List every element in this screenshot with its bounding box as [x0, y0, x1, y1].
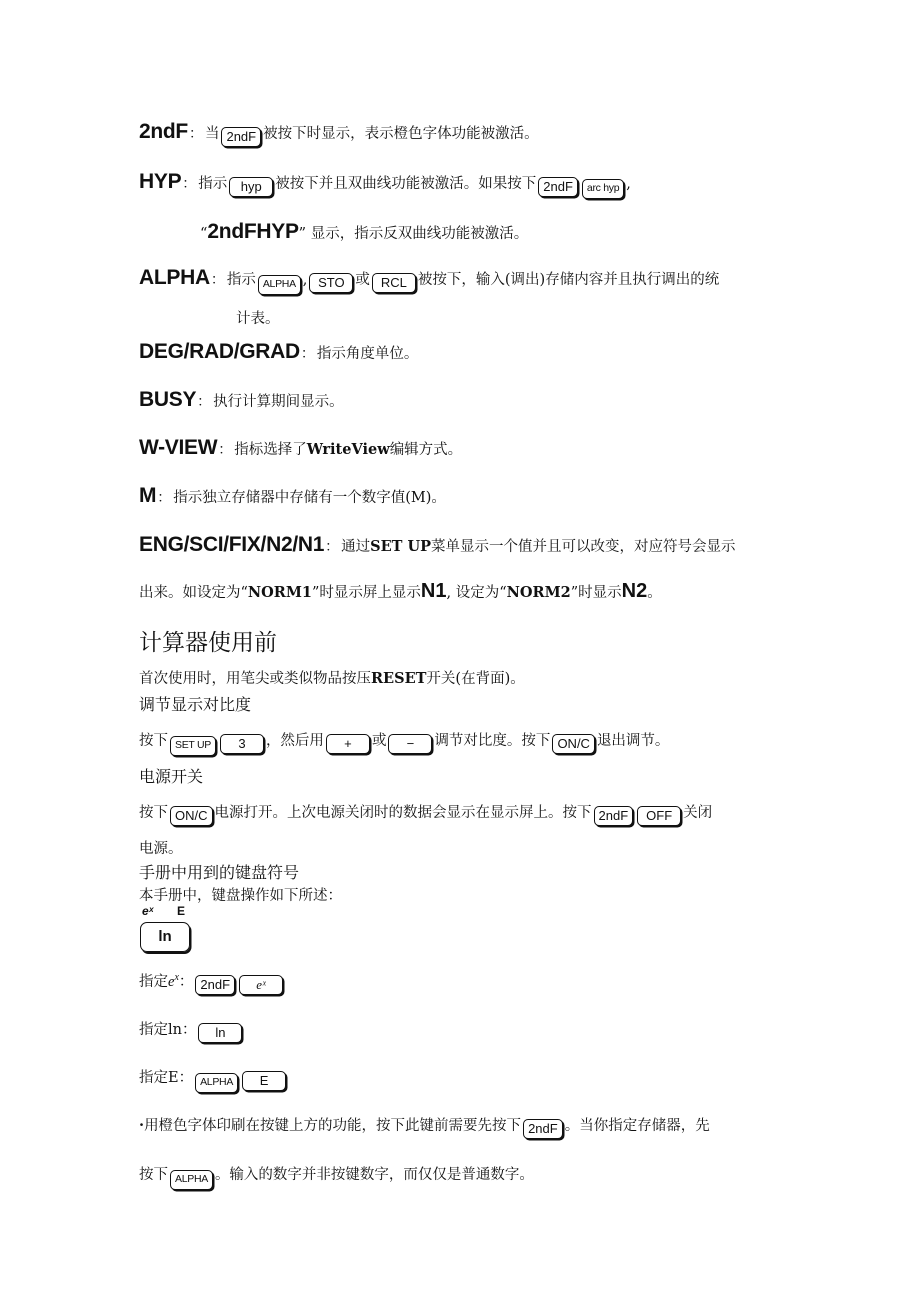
colon: ： [188, 126, 203, 142]
text: 指示 [226, 272, 256, 288]
symbol-m: M [139, 484, 157, 507]
text: SET UP [370, 538, 432, 555]
colon: ： [157, 490, 172, 506]
symbol-busy-row [139, 388, 344, 412]
intro-line [139, 667, 525, 688]
text: 菜单显示一个值并且可以改变，对应符号会显示 [431, 539, 736, 555]
key-alpha: ALPHA [170, 1170, 213, 1190]
power-line [139, 801, 712, 826]
key-minus: − [388, 734, 432, 754]
colon: ： [218, 442, 233, 458]
text: 退出调节。 [596, 733, 670, 749]
key-on-c: ON/C [170, 806, 213, 826]
bullet: · [139, 1117, 145, 1134]
text: 。输入的数字并非按键数字，而仅仅是普通数字。 [214, 1167, 534, 1183]
alpha-continuation: 计表。 [236, 311, 280, 327]
text: 被按下时显示，表示橙色字体功能被激活。 [263, 126, 539, 142]
symbol-deg-row [139, 340, 418, 364]
text: 被按下并且双曲线功能被激活。如果按下 [275, 176, 537, 192]
note-line-1 [139, 1114, 710, 1139]
text: NORM2 [506, 584, 571, 601]
text: 首次使用时，用笔尖或类似物品按压 [139, 671, 371, 687]
diagram-label-e: E [177, 904, 186, 918]
symbol-n2: N2 [621, 580, 648, 602]
key-sto: STO [309, 273, 353, 293]
text: 。当你指定存储器，先 [564, 1118, 710, 1134]
symbol-wview-row [139, 436, 462, 460]
contrast-heading: 调节显示对比度 [139, 695, 252, 714]
text: ” [298, 226, 307, 242]
colon: ： [197, 394, 212, 410]
text: ： [178, 974, 194, 990]
colon: ： [210, 272, 225, 288]
text: NORM1 [247, 584, 312, 601]
text: ”时显示 [570, 585, 622, 601]
specify-e-line [139, 1066, 288, 1093]
symbol-alpha-row [139, 266, 719, 295]
text: e [168, 974, 175, 990]
text: 当 [204, 126, 220, 142]
text: 或 [355, 272, 370, 288]
symbol-n1: N1 [420, 580, 447, 602]
text: , [626, 176, 631, 192]
key-plus: + [326, 734, 370, 754]
key-arc-hyp: arc hyp [582, 179, 624, 199]
colon: ： [300, 346, 315, 362]
symbol-2ndfhyp-row [200, 220, 528, 244]
text: 指示独立存储器中存储有一个数字值(M)。 [173, 490, 446, 506]
key-ln-diagram: ln [140, 922, 190, 952]
key-2ndf: 2ndF [195, 975, 235, 995]
symbol-hyp: HYP [139, 170, 182, 193]
contrast-line [139, 729, 669, 756]
diagram-label-ex: eˣ [142, 904, 154, 918]
keys-intro: 本手册中，键盘操作如下所述： [139, 888, 342, 904]
text: ”时显示屏上显示 [312, 585, 421, 601]
text: 。 [647, 585, 662, 601]
text: 指标选择了 [234, 442, 307, 458]
symbol-eng-row [139, 533, 736, 557]
symbol-alpha: ALPHA [139, 266, 210, 289]
key-alpha: ALPHA [258, 275, 301, 295]
symbol-2ndf: 2ndF [139, 120, 188, 143]
key-3: 3 [220, 734, 264, 754]
key-ln: ln [198, 1023, 242, 1043]
text: 编辑方式。 [389, 442, 463, 458]
text: 或 [371, 733, 387, 749]
power-heading: 电源开关 [139, 767, 204, 786]
power-continuation: 电源。 [139, 841, 183, 857]
symbol-busy: BUSY [139, 388, 197, 411]
text: x [174, 972, 179, 984]
text: 通过 [341, 539, 371, 555]
text: 指定 [139, 974, 168, 990]
symbol-2ndf-row [139, 120, 539, 147]
text: , [302, 272, 308, 288]
text: 关闭 [683, 805, 713, 821]
colon: ： [325, 539, 340, 555]
text: 按下 [139, 805, 168, 821]
text: 按下 [139, 1167, 168, 1183]
text: “ [200, 226, 208, 242]
text: 执行计算期间显示。 [213, 394, 344, 410]
text: 被按下，输入(调出)存储内容并且执行调出的统 [417, 272, 720, 288]
section-title: 计算器使用前 [139, 630, 277, 656]
keys-heading: 手册中用到的键盘符号 [139, 863, 300, 882]
text: 开关(在背面)。 [426, 671, 525, 687]
eng-continuation [139, 580, 662, 603]
text: 电源打开。上次电源关闭时的数据会显示在显示屏上。按下 [214, 805, 592, 821]
symbol-eng-sci-fix: ENG/SCI/FIX/N2/N1 [139, 533, 325, 556]
text: 指定E： [139, 1070, 194, 1086]
text: , 设定为“ [446, 585, 507, 601]
colon: ： [182, 176, 197, 192]
key-off: OFF [637, 806, 681, 826]
text: 显示，指示反双曲线功能被激活。 [310, 226, 529, 242]
text: 指示角度单位。 [316, 346, 419, 362]
key-setup: SET UP [170, 736, 216, 756]
text: 出来。如设定为“ [139, 585, 248, 601]
symbol-2ndfhyp: 2ndFHYP [207, 220, 299, 243]
text: 用橙色字体印刷在按键上方的功能，按下此键前需要先按下 [144, 1118, 522, 1134]
specify-ln-line [139, 1018, 244, 1043]
symbol-deg-rad-grad: DEG/RAD/GRAD [139, 340, 300, 363]
symbol-m-row [139, 484, 446, 508]
key-alpha: ALPHA [195, 1073, 238, 1093]
symbol-hyp-row [139, 170, 631, 199]
key-2ndf: 2ndF [523, 1119, 563, 1139]
note-line-2 [139, 1163, 534, 1190]
key-2ndf: 2ndF [594, 806, 634, 826]
specify-ex-line [139, 970, 285, 995]
text: 按下 [139, 733, 168, 749]
key-rcl: RCL [372, 273, 416, 293]
text: ，然后用 [265, 733, 324, 749]
text: 调节对比度。按下 [434, 733, 551, 749]
key-on-c: ON/C [552, 734, 595, 754]
key-2ndf: 2ndF [538, 177, 578, 197]
key-e: E [242, 1071, 286, 1091]
key-ex: eˣ [239, 975, 283, 995]
text: 指示 [198, 176, 228, 192]
text: 指定ln： [139, 1022, 197, 1038]
key-2ndf: 2ndF [221, 127, 261, 147]
text: RESET [371, 670, 427, 687]
symbol-w-view: W-VIEW [139, 436, 218, 459]
text: WriteView [306, 441, 390, 458]
key-hyp: hyp [229, 177, 273, 197]
